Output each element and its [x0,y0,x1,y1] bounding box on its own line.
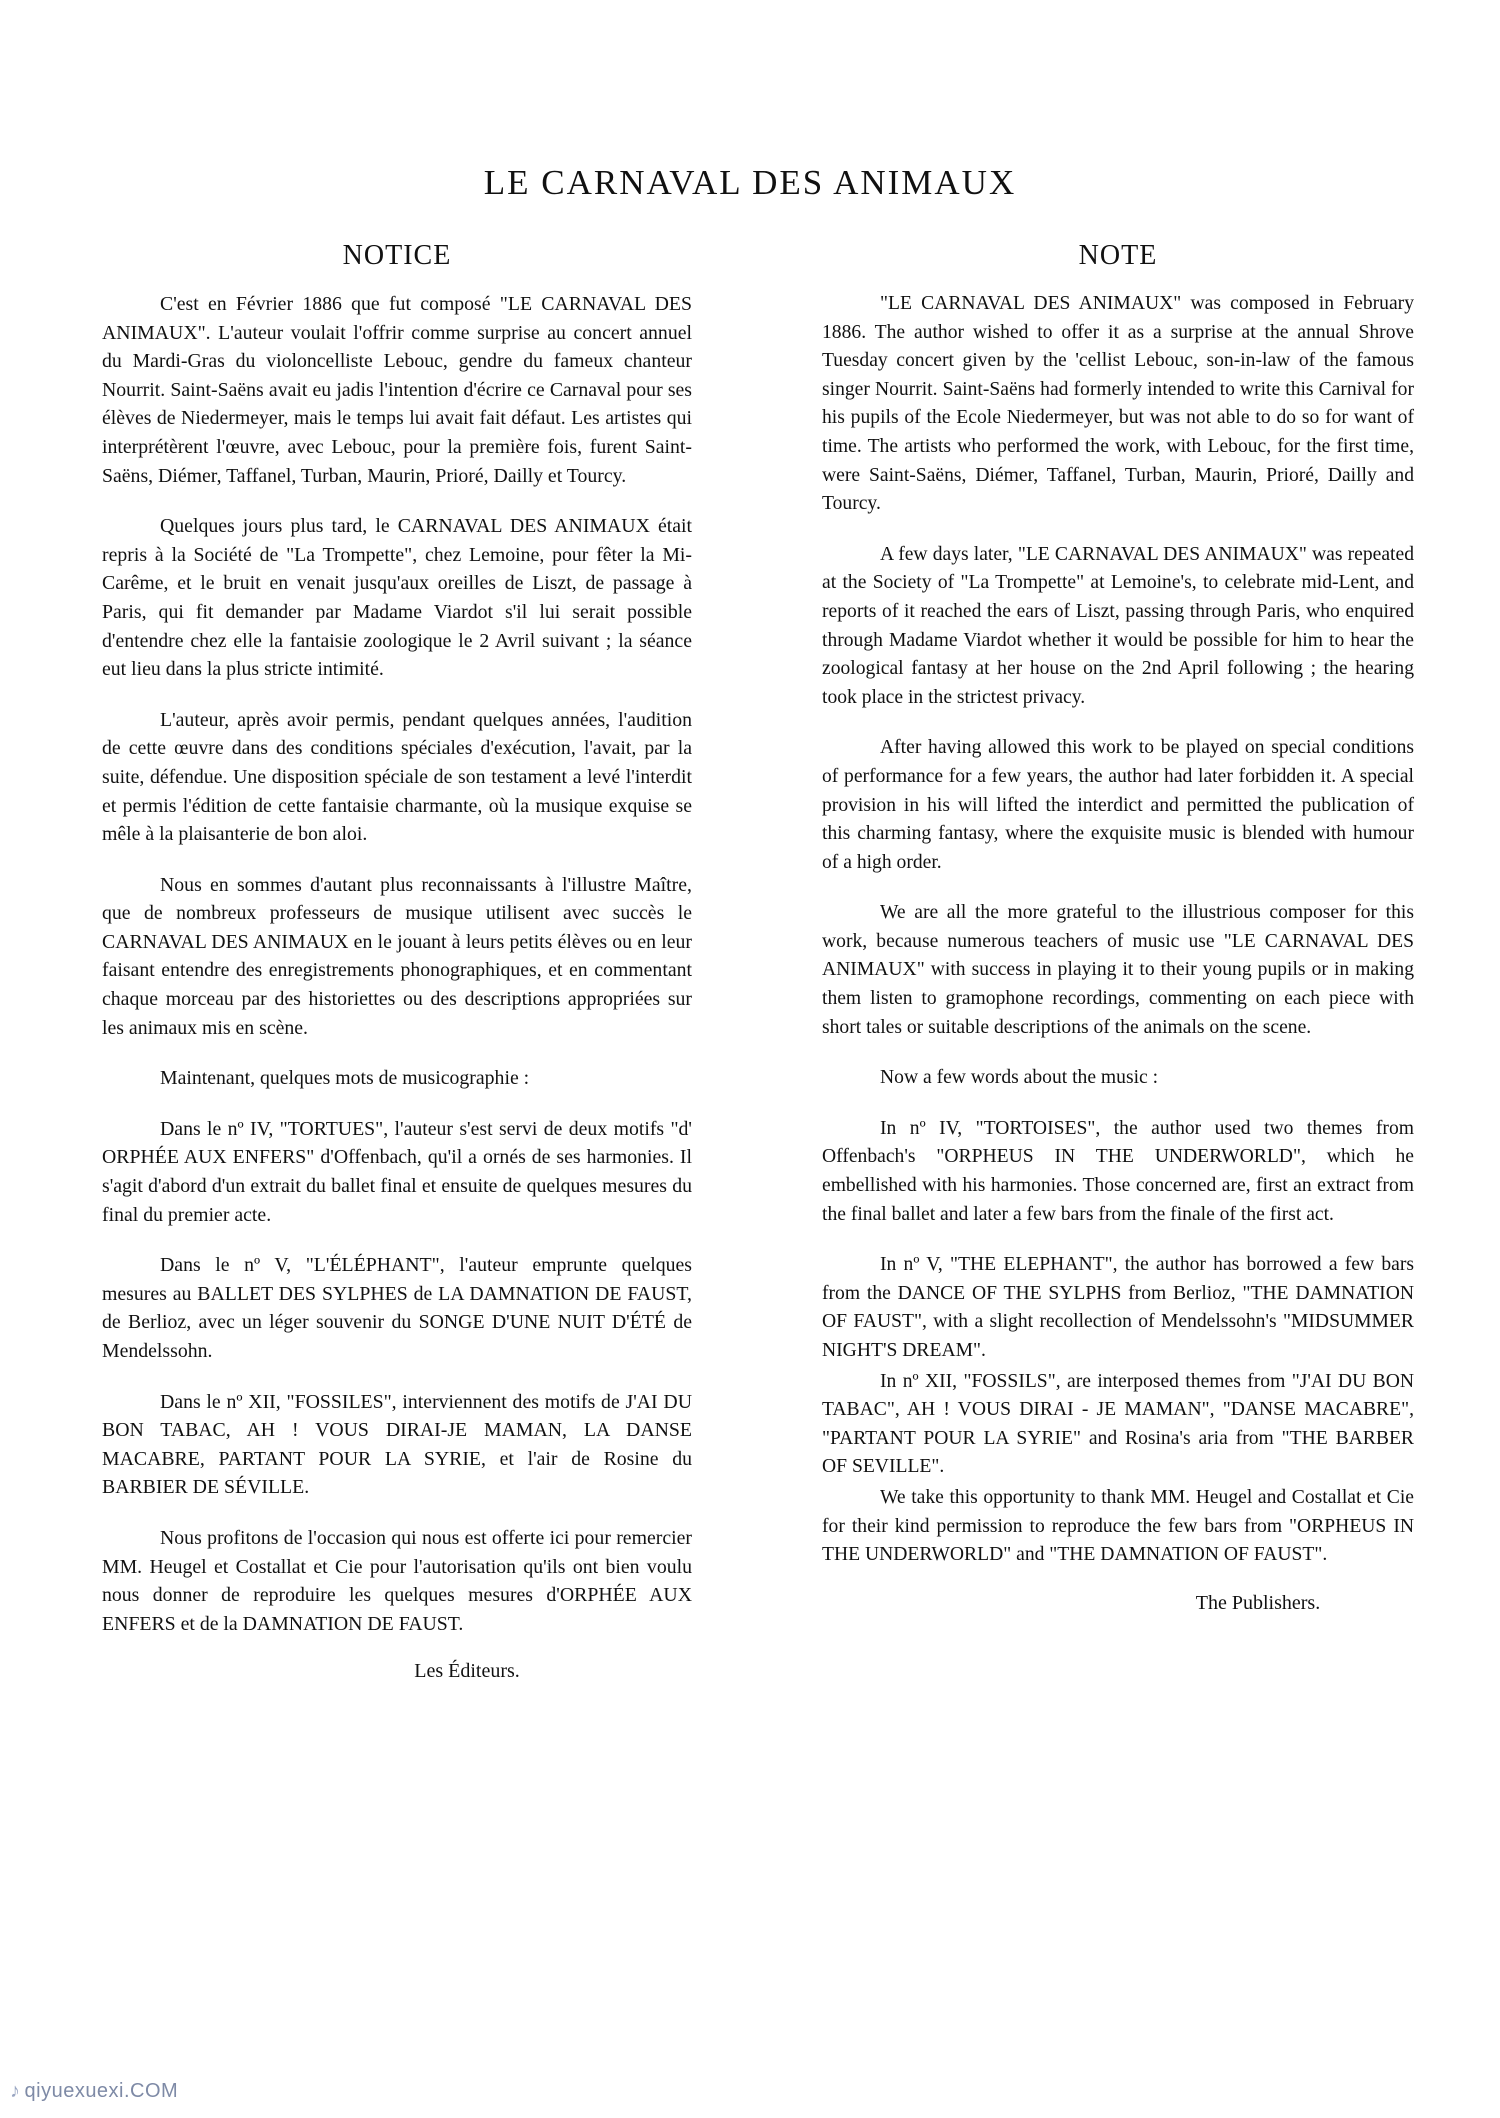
note-paragraph: We are all the more grateful to the illustrious composer for this work, because numerous teachers of music use "LE CARNAVAL DES ANIMAUX" with success in playing it to their young pupils or in making them listen to gramophone recordings, commenting on each piece with short tales or suitable descriptions of the animals on the scene. [822,902,1414,1038]
notice-paragraph: C'est en Février 1886 que fut composé "LE CARNAVAL DES ANIMAUX". L'auteur voulait l'offrir comme surprise au concert annuel du Mardi-Gras du violoncelliste Lebouc, gendre du fameux chanteur Nourrit. Saint-Saëns avait eu jadis l'intention d'écrire ce Carnaval pour ses élèves de Niedermeyer, mais le temps lui avait fait défaut. Les artistes qui interprétèrent l'œuvre, avec Lebouc, pour la première fois, furent Saint-Saëns, Diémer, Taffanel, Turban, Maurin, Prioré, Dailly et Tourcy. [102,293,692,487]
notice-paragraph: Nous profitons de l'occasion qui nous est offerte ici pour remercier MM. Heugel et Costallat et Cie pour l'autorisation qu'ils ont bien voulu nous donner de reproduire les quelques mesures d'ORPHÉE AUX ENFERS et de la DAMNATION DE FAUST. [102,1526,692,1635]
watermark-text: qiyuexuexi.COM [24,2080,179,2102]
notice-paragraph: Dans le nº XII, "FOSSILES", interviennent des motifs de J'AI DU BON TABAC, AH ! VOUS DIRAI-JE MAMAN, LA DANSE MACABRE, PARTANT POUR LA SYRIE, et l'air de Rosine du BARBIER DE SÉVILLE. [102,1390,692,1499]
notice-heading: NOTICE [342,240,452,271]
note-paragraph: In nº V, "THE ELEPHANT", the author has borrowed a few bars from the DANCE OF THE SYLPHS from Berlioz, "THE DAMNATION OF FAUST", with a slight recollection of Mendelssohn's "MIDSUMMER NIGHT'S DREAM". [822,1254,1414,1361]
music-note-icon: ♪ [10,2080,21,2102]
note-paragraph: "LE CARNAVAL DES ANIMAUX" was composed in February 1886. The author wished to offer it as a surprise at the annual Shrove Tuesday concert given by the 'cellist Lebouc, son-in-law of the famous singer Nourrit. Saint-Saëns had formerly intended to write this Carnival for his pupils of the Ecole Niedermeyer, but was not able to do so for want of time. The artists who performed the work, with Lebouc, for the first time, were Saint-Saëns, Diémer, Taffanel, Turban, Maurin, Prioré, Dailly and Tourcy. [822,293,1414,515]
note-paragraph: Now a few words about the music : [880,1067,1159,1089]
note-paragraph: In nº XII, "FOSSILS", are interposed themes from "J'AI DU BON TABAC", AH ! VOUS DIRAI - JE MAMAN", "DANSE MACABRE", "PARTANT POUR LA SYRIE" and Rosina's aria from "THE BARBER OF SEVILLE". [822,1370,1414,1478]
note-paragraph: A few days later, "LE CARNAVAL DES ANIMAUX" was repeated at the Society of "La Trompette" at Lemoine's, to celebrate mid-Lent, and reports of it reached the ears of Liszt, passing through Paris, who enquired through Madame Viardot whether it would be possible for him to hear the zoological fantasy at her house on the 2nd April following ; the hearing took place in the strictest privacy. [822,543,1414,708]
note-paragraph: In nº IV, "TORTOISES", the author used two themes from Offenbach's "ORPHEUS IN THE UNDERWORLD", which he embellished with his harmonies. Those concerned are, first an extract from the final ballet and later a few bars from the finale of the first act. [822,1117,1414,1225]
notice-paragraph: Dans le nº IV, "TORTUES", l'auteur s'est servi de deux motifs "d' ORPHÉE AUX ENFERS" d'Offenbach, qu'il a ornés de ses harmonies. Il s'agit d'abord d'un extrait du ballet final et ensuite de quelques mesures du final du premier acte. [102,1117,692,1226]
note-column [822,240,1414,1615]
notice-paragraph: Quelques jours plus tard, le CARNAVAL DES ANIMAUX était repris à la Société de "La Trompette", chez Lemoine, pour fêter la Mi-Carême, et le bruit en venait jusqu'aux oreilles de Liszt, de passage à Paris, qui fit demander par Madame Viardot s'il lui serait possible d'entendre chez elle la fantaisie zoologique le 2 Avril suivant ; la séance eut lieu dans la plus stricte intimité. [102,515,692,681]
notice-paragraph: L'auteur, après avoir permis, pendant quelques années, l'audition de cette œuvre dans des conditions spéciales d'exécution, l'avait, par la suite, défendue. Une disposition spéciale de son testament a levé l'interdit et permis l'édition de cette fantaisie charmante, où la musique exquise se mêle à la plaisanterie de bon aloi. [102,708,692,846]
notice-paragraph: Maintenant, quelques mots de musicographie : [160,1067,530,1090]
note-heading: NOTE [1078,240,1158,271]
note-signature: The Publishers. [1195,1591,1321,1614]
page-title: LE CARNAVAL DES ANIMAUX [483,163,1017,203]
site-watermark [10,2080,178,2103]
notice-signature: Les Éditeurs. [414,1660,520,1683]
notice-paragraph: Nous en sommes d'autant plus reconnaissants à l'illustre Maître, que de nombreux professeurs de musique utilisent avec succès le CARNAVAL DES ANIMAUX en le jouant à leurs petits élèves ou en leur faisant entendre des enregistrements phonographiques, et en commentant chaque morceau par des historiettes ou des descriptions appropriées sur les animaux mis en scène. [102,873,692,1039]
note-paragraph: After having allowed this work to be played on special conditions of performance for a few years, the author had later forbidden it. A special provision in his will lifted the interdict and permitted the publication of this charming fantasy, where the exquisite music is blended with humour of a high order. [822,737,1414,873]
notice-paragraph: Dans le nº V, "L'ÉLÉPHANT", l'auteur emprunte quelques mesures au BALLET DES SYLPHES de LA DAMNATION DE FAUST, de Berlioz, avec un léger souvenir du SONGE D'UNE NUIT D'ÉTÉ de Mendelssohn. [102,1254,692,1362]
notice-column [102,240,692,1683]
note-paragraph: We take this opportunity to thank MM. Heugel and Costallat et Cie for their kind permission to reproduce the few bars from "ORPHEUS IN THE UNDERWORLD" and "THE DAMNATION OF FAUST". [822,1486,1414,1566]
